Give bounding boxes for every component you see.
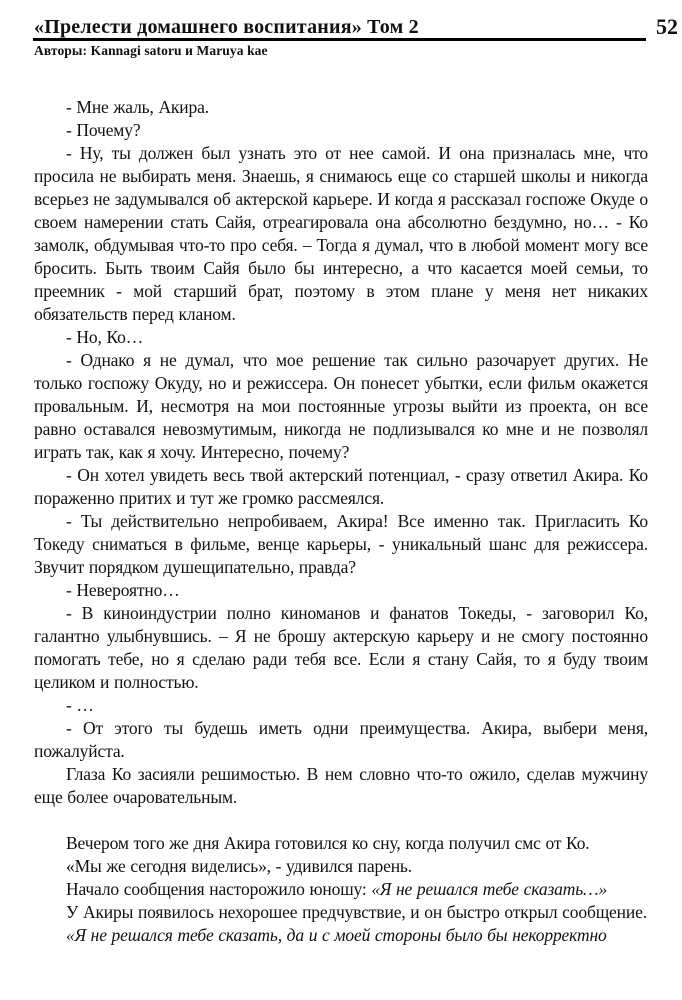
- paragraph: [34, 326, 648, 349]
- paragraph: [34, 510, 648, 579]
- paragraph: [34, 119, 648, 142]
- paragraph-run: - Однако я не думал, что мое решение так сильно разочарует других. Не только госпожу Окуду, но и режиссера. Он понесет убытки, если фильм окажется провальным. И, несмотря на мои постоянные угрозы выйти из проекта, он все равно оставался невозмутимым, никогда не подлизывался ко мне и не позволял играть так, как я хочу. Интересно, почему?: [34, 350, 648, 462]
- paragraph-run: - Почему?: [66, 120, 141, 140]
- paragraph-run: - Мне жаль, Акира.: [66, 97, 209, 117]
- paragraph: [34, 855, 648, 878]
- paragraph: [34, 763, 648, 809]
- paragraph: [34, 96, 648, 119]
- paragraph-run: - …: [66, 695, 94, 715]
- page-header: [0, 0, 682, 62]
- header-rule: [33, 38, 646, 41]
- paragraph: [34, 579, 648, 602]
- paragraph-run: «Мы же сегодня виделись», - удивился парень.: [66, 856, 412, 876]
- paragraph-run: - Ты действительно непробиваем, Акира! Все именно так. Пригласить Ко Токеду сниматься в фильме, венце карьеры, - уникальный шанс для режиссера. Звучит порядком душещипательно, правда?: [34, 511, 648, 577]
- page-number: 52: [656, 14, 678, 39]
- paragraph: [34, 142, 648, 326]
- paragraph: [34, 694, 648, 717]
- book-title: «Прелести домашнего воспитания» Том 2: [34, 16, 419, 38]
- paragraph-run: - В киноиндустрии полно киноманов и фанатов Токеды, - заговорил Ко, галантно улыбнувшись. – Я не брошу актерскую карьеру и не смогу постоянно помогать тебе, но я сделаю ради тебя все. Если я стану Сайя, то я буду твоим целиком и полностью.: [34, 603, 648, 692]
- paragraph-run: Вечером того же дня Акира готовился ко сну, когда получил смс от Ко.: [66, 833, 590, 853]
- paragraph-run: - Ну, ты должен был узнать это от нее самой. И она призналась мне, что просила не выбирать меня. Знаешь, я снимаюсь еще со старшей школы и никогда всерьез не задумывался об актерской карьере. И когда я рассказал госпоже Окуде о своем намерении стать Сайя, отреагировала она абсолютно бездумно, но… - Ко замолк, обдумывая что-то про себя. – Тогда я думал, что в любой момент могу все бросить. Быть твоим Сайя было бы интересно, а что касается моей семьи, то преемник - мой старший брат, поэтому в этом плане у меня нет никаких обязательств перед кланом.: [34, 143, 648, 324]
- paragraph-run-italic: «Я не решался тебе сказать, да и с моей стороны было бы некорректно: [66, 925, 607, 945]
- text-body: [34, 96, 648, 947]
- paragraph-run: Глаза Ко засияли решимостью. В нем словно что-то ожило, сделав мужчину еще более очаровательным.: [34, 764, 648, 807]
- paragraph: [34, 901, 648, 924]
- paragraph: [34, 924, 648, 947]
- paragraph: [34, 602, 648, 694]
- paragraph-run: - От этого ты будешь иметь одни преимущества. Акира, выбери меня, пожалуйста.: [34, 718, 648, 761]
- paragraph: [34, 832, 648, 855]
- paragraph: [34, 878, 648, 901]
- paragraph-run: - Но, Ко…: [66, 327, 144, 347]
- paragraph: [34, 349, 648, 464]
- paragraph-run: Начало сообщения насторожило юношу:: [66, 879, 372, 899]
- paragraph-run: - Он хотел увидеть весь твой актерский потенциал, - сразу ответил Акира. Ко пораженно притих и тут же громко рассмеялся.: [34, 465, 648, 508]
- authors-line: Авторы: Kannagi satoru и Maruya kae: [34, 43, 268, 58]
- paragraph: [34, 464, 648, 510]
- paragraph-run-italic: «Я не решался тебе сказать…»: [371, 879, 608, 899]
- paragraph: [34, 717, 648, 763]
- paragraph-run: - Невероятно…: [66, 580, 180, 600]
- paragraph-run: У Акиры появилось нехорошее предчувствие, и он быстро открыл сообщение.: [66, 902, 647, 922]
